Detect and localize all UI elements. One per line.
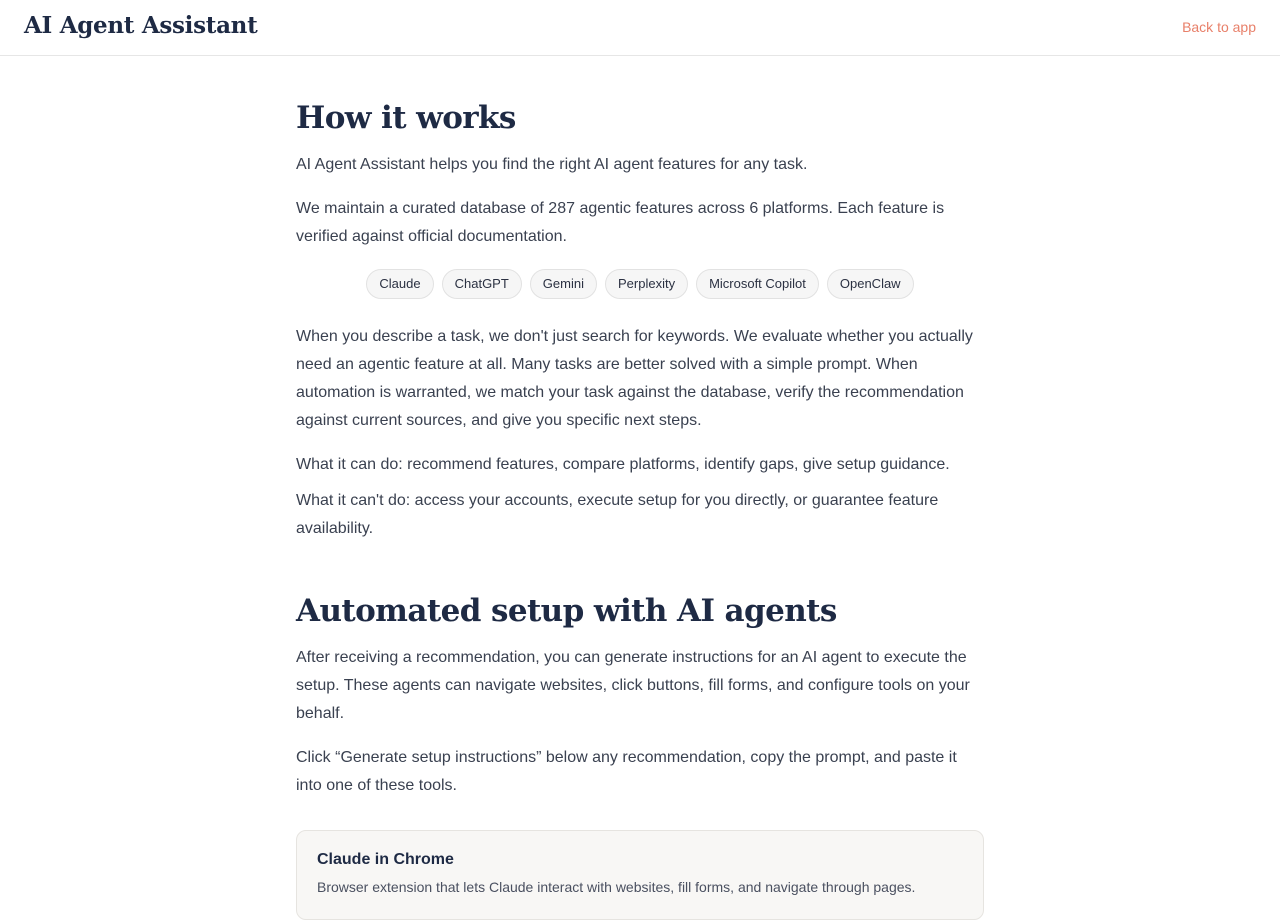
brand-logo-text[interactable]: AI Agent Assistant [24, 12, 258, 39]
agent-tool-card-title: Claude in Chrome [317, 851, 454, 869]
top-bar [0, 0, 1280, 56]
cant-do-paragraph: What it can't do: access your accounts, execute setup for you directly, or guarantee feature availability. [296, 492, 939, 538]
automated-setup-paragraph: After receiving a recommendation, you can generate instructions for an AI agent to execute the setup. These agents can navigate websites, click buttons, fill forms, and configure tools on your behalf. [296, 649, 970, 723]
back-to-app-link[interactable]: Back to app [1182, 19, 1256, 35]
agent-tool-card [296, 830, 984, 920]
platform-chip: Microsoft Copilot [696, 269, 819, 299]
intro-paragraph: AI Agent Assistant helps you find the right AI agent features for any task. [296, 156, 808, 174]
platform-chip: Gemini [530, 269, 597, 299]
main-content [296, 56, 984, 920]
generate-instructions-paragraph: Click “Generate setup instructions” below any recommendation, copy the prompt, and paste it into one of these tools. [296, 749, 957, 795]
platform-chip: Claude [366, 269, 433, 299]
agent-tool-card-description: Browser extension that lets Claude interact with websites, fill forms, and navigate through pages. [317, 879, 916, 896]
how-it-works-heading: How it works [296, 100, 516, 136]
database-paragraph: We maintain a curated database of 287 agentic features across 6 platforms. Each feature is verified against official documentation. [296, 200, 945, 246]
platform-chip: ChatGPT [442, 269, 522, 299]
platform-chip: OpenClaw [827, 269, 914, 299]
platform-chips [296, 269, 984, 299]
process-paragraph: When you describe a task, we don't just search for keywords. We evaluate whether you actually need an agentic feature at all. Many tasks are better solved with a simple prompt. When automation is warranted, we match your task against the database, verify the recommendation against current sources, and give you specific next steps. [296, 328, 973, 430]
can-do-paragraph: What it can do: recommend features, compare platforms, identify gaps, give setup guidance. [296, 456, 950, 474]
platform-chip: Perplexity [605, 269, 688, 299]
automated-setup-heading: Automated setup with AI agents [296, 593, 837, 630]
